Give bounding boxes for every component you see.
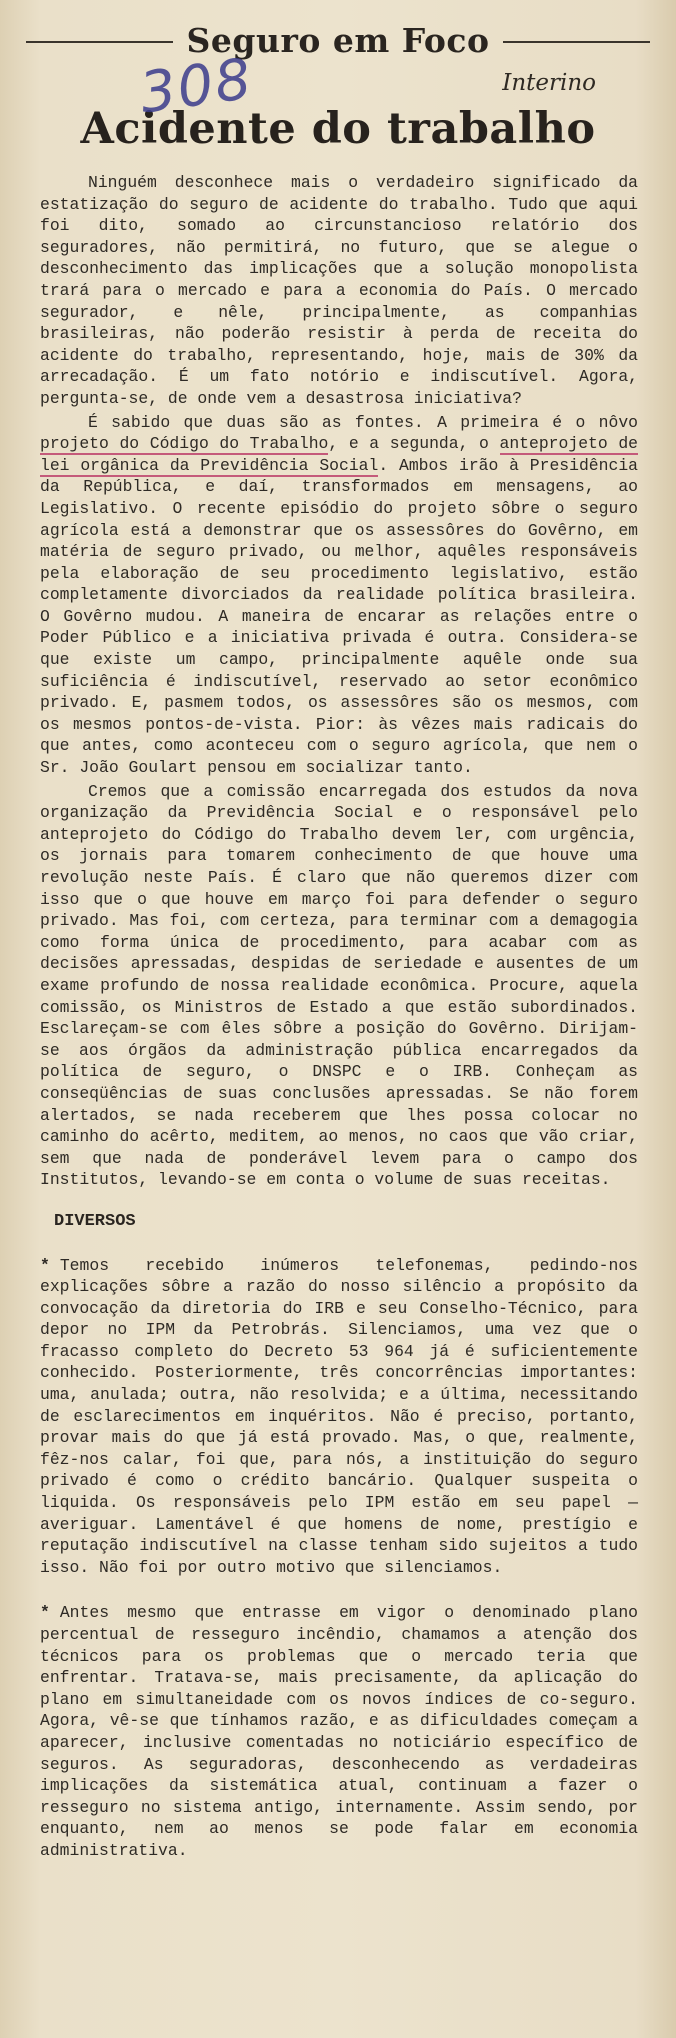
underlined-phrase: projeto do Código do Trabalho — [40, 434, 329, 454]
item-text — [40, 1602, 638, 1861]
paragraph-text: . Ambos irão à Presidência da República, e daí, transformados em mensagens, ao Legislativo. O recente episódio do projeto sôbre o seguro agrícola está a demonstrar que os assessôres do Govêrno, em matéria de seguro privado, ou melhor, aquêles responsáveis pela elaboração de seu procedimento legislativo, estão completamente divorciados da realidade política brasileira. O Govêrno mudou. A maneira de encarar as relações entre o Poder Público e a iniciativa privada é outra. Considera-se que existe um campo, principalmente aquêle onde sua suficiência é indiscutível, reservado ao setor econômico privado. E, pasmem todos, os assessôres são os mesmos, com os mesmos pontos-de-vista. Pior: às vêzes mais radicais do que antes, como aconteceu com o seguro agrícola, que nem o Sr. João Goulart pensou em socializar tanto. — [40, 455, 638, 778]
list-item — [40, 1255, 638, 1579]
column-name: Seguro em Foco — [186, 20, 490, 60]
bullet-marker: * — [40, 1603, 50, 1623]
item-text — [40, 1255, 638, 1579]
byline: Interino — [502, 70, 596, 96]
underlined-phrase: anteprojeto de lei orgânica da Previdência Social — [40, 434, 638, 475]
header-rule-left — [26, 41, 173, 43]
header-rule-right — [503, 41, 650, 43]
section-title: DIVERSOS — [54, 1211, 136, 1231]
item-body: Antes mesmo que entrasse em vigor o denominado plano percentual de resseguro incêndio, chamamos a atenção dos técnicos para os problemas que o mercado teria que enfrentar. Tratava-se, mais precisamente, da aplicação do plano em simultaneidade com os novos índices de co-seguro. Agora, vê-se que tínhamos razão, e as dificuldades começam a aparecer, inclusive comentadas no noticiário específico de seguros. As seguradoras, desconhecendo as verdadeiras implicações da sistemática atual, continuam a fazer o resseguro no sistema antigo, internamente. Assim sendo, por enquanto, nem ao menos se pode falar em economia administrativa. — [40, 1603, 638, 1860]
article-body — [26, 172, 650, 1862]
paragraph: Cremos que a comissão encarregada dos estudos da nova organização da Previdência Social e o responsável pelo anteprojeto do Código do Trabalho devem ler, com urgência, os jornais para tomarem conhecimento de que houve uma revolução neste País. É claro que não queremos dizer com isso que o que houve em março foi para defender o seguro privado. Mas foi, com certeza, para terminar com a demagogia como forma única de procedimento, para acabar com as decisões apressadas, despidas de seriedade e ausentes de um exame profundo de nossa realidade econômica. Procure, aquela comissão, os Ministros de Estado a que estão subordinados. Esclareçam-se com êles sôbre a posição do Govêrno. Dirijam-se aos órgãos da administração pública encarregados da política de seguro, o DNSPC e o IRB. Conheçam as conseqüências de suas conclusões apressadas. Se não forem alertados, se nada receberem que lhes possa colocar no caminho do acêrto, meditem, ao menos, no caos que vão criar, sem que nada de ponderável levem para o campo dos Institutos, levando-se em conta o volume de suas receitas. — [40, 781, 638, 1190]
item-body: Temos recebido inúmeros telefonemas, pedindo-nos explicações sôbre a razão do nosso silêncio a propósito da convocação da diretoria do IRB e seu Conselho-Técnico, para depor no IPM da Petrobrás. Silenciamos, uma vez que o fracasso completo do Decreto 53 964 já é suficientemente conhecido. Posteriormente, três concorrências importantes: uma, anulada; outra, não resolvida; e a última, necessitando de esclarecimentos em inquéritos. Não é preciso, portanto, provar mais do que já está provado. Mas, o que, realmente, fêz-nos calar, foi que, para nós, a instituição do seguro privado é como o crédito bancário. Qualquer suspeita o liquida. Os responsáveis pelo IPM estão em seu papel — averiguar. Lamentável é que homens de nome, prestígio e reputação indiscutível na classe tenham sido sujeitos a tudo isso. Não foi por outro motivo que silenciamos. — [40, 1255, 638, 1577]
column-header — [26, 14, 650, 66]
paragraph-text: É sabido que duas são as fontes. A primeira é o nôvo — [88, 412, 638, 432]
handwritten-annotation: 308 — [136, 46, 257, 127]
list-item — [40, 1602, 638, 1861]
paragraph — [40, 412, 638, 779]
headline: Acidente do trabalho — [80, 104, 596, 154]
bullet-marker: * — [40, 1255, 50, 1275]
paragraph-text: , e a segunda, o — [328, 434, 500, 454]
paragraph: Ninguém desconhece mais o verdadeiro significado da estatização do seguro de acidente do trabalho. Tudo que aqui foi dito, somado ao circunstancioso relatório dos seguradores, não permitirá, no futuro, que se alegue o desconhecimento das implicações que a solução monopolista trará para o mercado e para a economia do País. O mercado segurador, e nêle, principalmente, as companhias brasileiras, não poderão resistir à perda de receita do acidente do trabalho, representando, hoje, mais de 30% da arrecadação. É um fato notório e indiscutível. Agora, pergunta-se, de onde vem a desastrosa iniciativa? — [40, 173, 638, 408]
